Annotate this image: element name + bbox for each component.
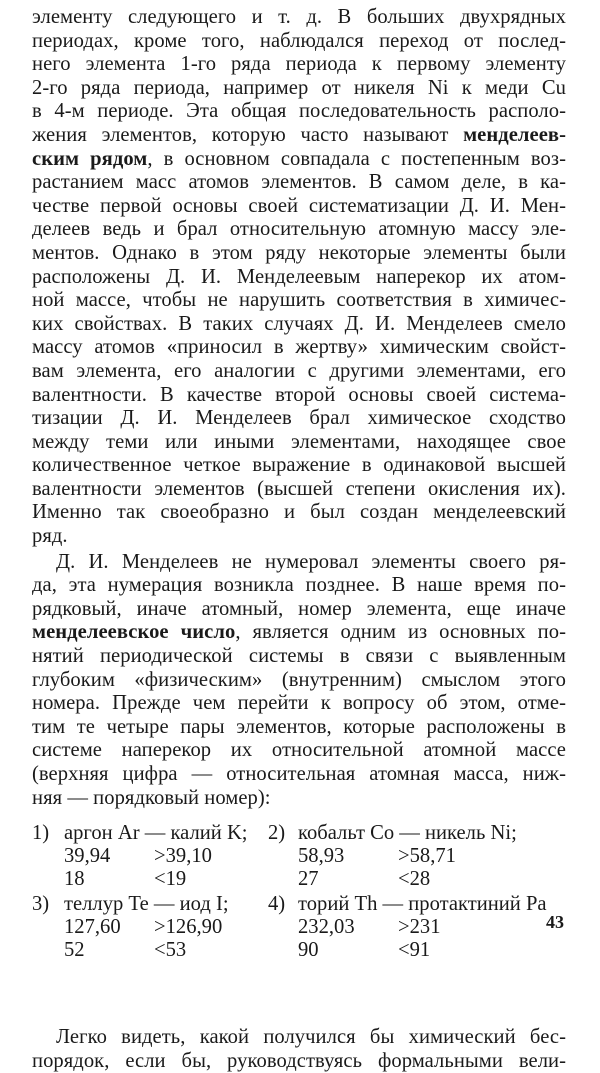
text-fragment: , является одним из основных по- <box>235 621 567 644</box>
text-line: ной массе, чтобы не нарушить соответствия в химичес- <box>32 289 566 312</box>
atomic-mass: 58,93 <box>298 845 345 868</box>
text-line: тизации Д. И. Менделеев брал химическое сходство <box>32 407 566 430</box>
text-line: тим те четыре пары элементов, которые расположены в <box>32 715 566 738</box>
atomic-number: 27 <box>298 868 319 891</box>
text-line <box>32 148 566 172</box>
paragraph-2 <box>32 551 566 811</box>
paragraph-3 <box>32 1026 566 1073</box>
text-line: в 4-м периоде. Эта общая последовательность располо- <box>32 100 566 123</box>
pairs-row <box>32 868 566 891</box>
text-line: Д. И. Менделеев не нумеровал элементы своего ря- <box>56 550 566 573</box>
text-line: 2-го ряда периода, например от никеля Ni к меди Cu <box>32 76 566 99</box>
text-line: рядковый, иначе атомный, номер элемента, еще иначе <box>32 597 566 620</box>
atomic-mass: >231 <box>398 916 441 939</box>
text-line: между теми или иными элементами, находящее свое <box>32 430 566 453</box>
pairs-row <box>32 893 566 916</box>
atomic-mass: 127,60 <box>64 916 121 939</box>
text-line: няя — порядковый номер): <box>32 786 271 809</box>
element-pairs-table <box>32 822 566 1012</box>
pair-label: 4) <box>268 893 286 916</box>
text-line: Легко видеть, какой получился бы химический бес- <box>56 1026 566 1049</box>
pair-elements: теллур Te — иод I; <box>64 893 229 916</box>
atomic-mass: >58,71 <box>398 845 456 868</box>
text-line: ментов. Однако в этом ряду некоторые элементы были <box>32 241 566 264</box>
text-line: расположены Д. И. Менделеевым наперекор их атом- <box>32 265 566 288</box>
text-fragment: жения элементов, которую часто называют <box>32 123 464 146</box>
text-line: (верхняя цифра — относительная атомная масса, ниж- <box>32 763 566 785</box>
text-line: него элемента 1-го ряда периода к первому элементу <box>32 53 566 76</box>
text-line <box>32 124 566 148</box>
text-line: валентности элементов (высшей степени окисления их). <box>32 477 566 500</box>
pairs-row <box>32 845 566 868</box>
page-number: 43 <box>546 912 564 932</box>
pairs-row <box>32 916 566 939</box>
text-line: массу атомов «приносил в жертву» химическим свойст- <box>32 336 566 359</box>
text-line: номера. Прежде чем перейти к вопросу об этом, отме- <box>32 692 566 715</box>
atomic-number: <28 <box>398 868 431 891</box>
text-line: порядок, если бы, руководствуясь формальными вели- <box>32 1049 566 1072</box>
paragraph-1 <box>32 6 566 549</box>
text-line: элементу следующего и т. д. В больших двухрядных <box>32 6 566 28</box>
text-line <box>32 621 566 645</box>
pairs-row <box>32 939 566 962</box>
atomic-mass: 39,94 <box>64 845 111 868</box>
text-line: вам элемента, его аналогии с другими элементами, его <box>32 359 566 382</box>
text-line: честве первой основы своей систематизации Д. И. Мен- <box>32 194 566 217</box>
text-line: ких свойствах. В таких случаях Д. И. Менделеев смело <box>32 312 566 335</box>
pairs-row <box>32 822 566 845</box>
atomic-mass: 232,03 <box>298 916 355 939</box>
pair-elements: торий Th — протактиний Pa <box>298 893 547 916</box>
text-line: ряд. <box>32 525 68 548</box>
atomic-mass: >39,10 <box>154 845 212 868</box>
bold-term: менделеевское число <box>32 621 236 644</box>
atomic-number: <19 <box>154 868 187 891</box>
bold-term: ским рядом <box>32 147 148 170</box>
atomic-number: 18 <box>64 868 85 891</box>
text-fragment: , в основном совпадала с постепенным воз- <box>147 147 566 170</box>
text-line: глубоким «физическим» (внутренним) смыслом этого <box>32 668 566 691</box>
text-line: количественное четкое выражение в одинаковой высшей <box>32 454 566 477</box>
atomic-number: 52 <box>64 939 85 962</box>
text-line: валентности. В качестве второй основы своей система- <box>32 383 566 406</box>
text-line: Именно так своеобразно и был создан менделеевский <box>32 501 566 524</box>
bold-term: менделеев- <box>463 123 566 146</box>
atomic-mass: >126,90 <box>154 916 223 939</box>
atomic-number: <91 <box>398 939 431 962</box>
pair-elements: аргон Ar — калий K; <box>64 822 248 845</box>
text-line: делеев ведь и брал относительную атомную массу эле- <box>32 218 566 241</box>
atomic-number: 90 <box>298 939 319 962</box>
pair-elements: кобальт Co — никель Ni; <box>298 822 517 845</box>
atomic-number: <53 <box>154 939 187 962</box>
text-line: периодах, кроме того, наблюдался переход от послед- <box>32 29 566 52</box>
text-line: растанием масс атомов элементов. В самом деле, в ка- <box>32 171 566 194</box>
text-line: системе наперекор их относительной атомной массе <box>32 739 566 762</box>
text-line: да, эта нумерация возникла позднее. В наше время по- <box>32 574 566 597</box>
pair-label: 1) <box>32 822 50 845</box>
text-line: нятий периодической системы в связи с выявленным <box>32 645 566 668</box>
pair-label: 2) <box>268 822 286 845</box>
pair-label: 3) <box>32 893 50 916</box>
